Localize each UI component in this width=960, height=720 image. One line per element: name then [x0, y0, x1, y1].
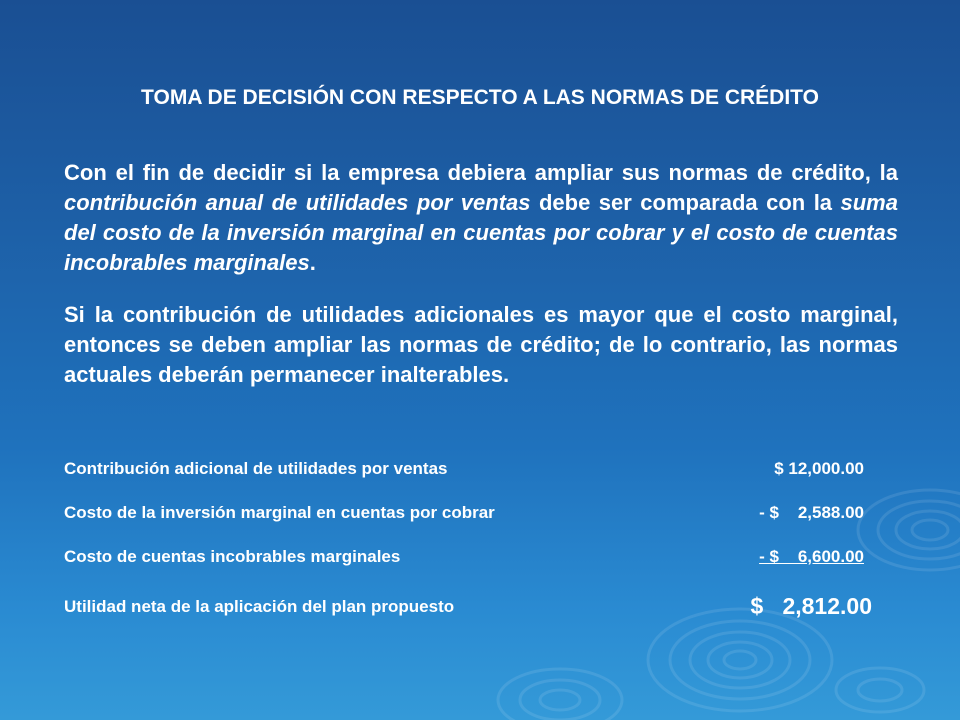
calc-label: Costo de la inversión marginal en cuentas por cobrar — [64, 503, 495, 522]
emphasis-contribution: contribución anual de utilidades por ventas — [64, 190, 531, 215]
paragraph-text: debe ser comparada con la — [530, 190, 841, 215]
calc-amount: - $ 6,600.00 — [759, 547, 864, 566]
calc-label: Utilidad neta de la aplicación del plan propuesto — [64, 597, 455, 616]
emphasis-cost-sum: suma del costo de la inversión marginal en cuentas por cobrar y el costo de cuentas incobrables marginales — [64, 190, 898, 275]
calc-label: Costo de cuentas incobrables marginales — [64, 547, 401, 566]
paragraph-text: . — [309, 250, 316, 275]
paragraph-conclusion: Si la contribución de utilidades adicionales es mayor que el costo marginal, entonces se deben ampliar las normas de crédito; de lo contrario, las normas actuales deberán permanecer inalterables. — [64, 302, 898, 387]
calc-total-amount: $ 2,812.00 — [750, 593, 872, 619]
paragraph-text: Con el fin de decidir si la empresa debiera ampliar sus normas de crédito, la — [64, 160, 898, 185]
calc-row-marginal-investment-cost — [64, 500, 864, 526]
calc-label: Contribución adicional de utilidades por ventas — [64, 459, 448, 478]
slide-title: TOMA DE DECISIÓN CON RESPECTO A LAS NORMAS DE CRÉDITO — [141, 86, 819, 109]
calc-amount: $ 12,000.00 — [774, 459, 864, 478]
calc-row-additional-contribution — [64, 456, 864, 482]
paragraph-decision-rule — [64, 158, 898, 278]
calc-amount: - $ 2,588.00 — [759, 503, 864, 522]
calc-row-bad-debt-cost — [64, 544, 864, 570]
calc-row-net-profit — [64, 590, 872, 622]
